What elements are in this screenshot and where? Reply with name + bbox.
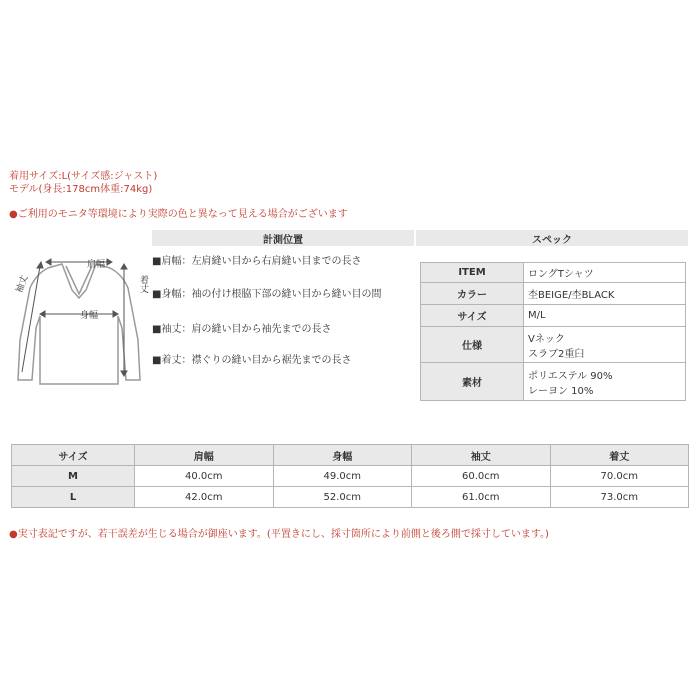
size-row-label: M xyxy=(12,466,135,487)
spec-value-material-line1: ポリエステル 90% xyxy=(528,370,613,382)
size-header-size: サイズ xyxy=(12,445,135,466)
size-cell: 49.0cm xyxy=(273,466,412,487)
size-header-sleeve: 袖丈 xyxy=(412,445,551,466)
size-cell: 42.0cm xyxy=(135,487,274,508)
diagram-label-length: 着丈 xyxy=(138,275,148,293)
measure-item-shoulder: ■肩幅：左肩縫い目から右肩縫い目までの長さ xyxy=(152,256,362,267)
spec-row-item xyxy=(421,263,686,283)
spec-header: スペック xyxy=(416,230,688,246)
size-cell: 40.0cm xyxy=(135,466,274,487)
spec-row-color xyxy=(421,283,686,305)
size-header-length: 着丈 xyxy=(550,445,689,466)
spec-value-material xyxy=(524,363,686,401)
measure-item-body: ■身幅：袖の付け根脇下部の縫い目から縫い目の間 xyxy=(152,289,382,300)
spec-label-item: ITEM xyxy=(421,263,524,283)
spec-row-material xyxy=(421,363,686,401)
size-cell: 61.0cm xyxy=(412,487,551,508)
size-table xyxy=(11,444,689,508)
size-row-label: L xyxy=(12,487,135,508)
spec-row-size xyxy=(421,305,686,327)
spec-row-spec xyxy=(421,327,686,363)
spec-label-color: カラー xyxy=(421,283,524,305)
color-notice: ●ご利用のモニタ等環境により実際の色と異なって見える場合がございます xyxy=(9,209,348,220)
measure-item-sleeve: ■袖丈：肩の縫い目から袖先までの長さ xyxy=(152,324,332,335)
size-header-shoulder: 肩幅 xyxy=(135,445,274,466)
spec-value-spec xyxy=(524,327,686,363)
model-size-text: 着用サイズ:L(サイズ感:ジャスト) xyxy=(9,171,158,182)
diagram-label-sleeve: 袖丈 xyxy=(14,274,31,295)
size-table-header xyxy=(12,445,689,466)
spec-value-item: ロングTシャツ xyxy=(524,263,686,283)
size-header-body: 身幅 xyxy=(273,445,412,466)
table-row xyxy=(12,466,689,487)
spec-table xyxy=(420,262,686,401)
spec-value-size: M/L xyxy=(524,305,686,327)
diagram-label-shoulder: 肩幅 xyxy=(87,260,106,270)
table-row xyxy=(12,487,689,508)
garment-diagram xyxy=(10,248,150,396)
size-cell: 73.0cm xyxy=(550,487,689,508)
spec-value-spec-line2: スラブ2重臼 xyxy=(528,348,585,360)
diagram-label-body: 身幅 xyxy=(80,311,99,321)
measure-header: 計測位置 xyxy=(152,230,414,246)
spec-value-material-line2: レーヨン 10% xyxy=(528,385,594,397)
spec-value-spec-line1: Vネック xyxy=(528,333,565,345)
measure-item-length: ■着丈：襟ぐりの縫い目から裾先までの長さ xyxy=(152,355,352,366)
model-body-text: モデル(身長:178cm体重:74kg) xyxy=(9,184,153,195)
size-cell: 52.0cm xyxy=(273,487,412,508)
spec-label-size: サイズ xyxy=(421,305,524,327)
spec-value-color: 杢BEIGE/杢BLACK xyxy=(524,283,686,305)
size-cell: 70.0cm xyxy=(550,466,689,487)
measurement-footnote: ●実寸表記ですが、若干誤差が生じる場合が御座います。(平置きにし、採寸箇所により前側と後ろ側で採寸しています。) xyxy=(9,529,549,540)
spec-label-material: 素材 xyxy=(421,363,524,401)
size-cell: 60.0cm xyxy=(412,466,551,487)
spec-label-spec: 仕様 xyxy=(421,327,524,363)
